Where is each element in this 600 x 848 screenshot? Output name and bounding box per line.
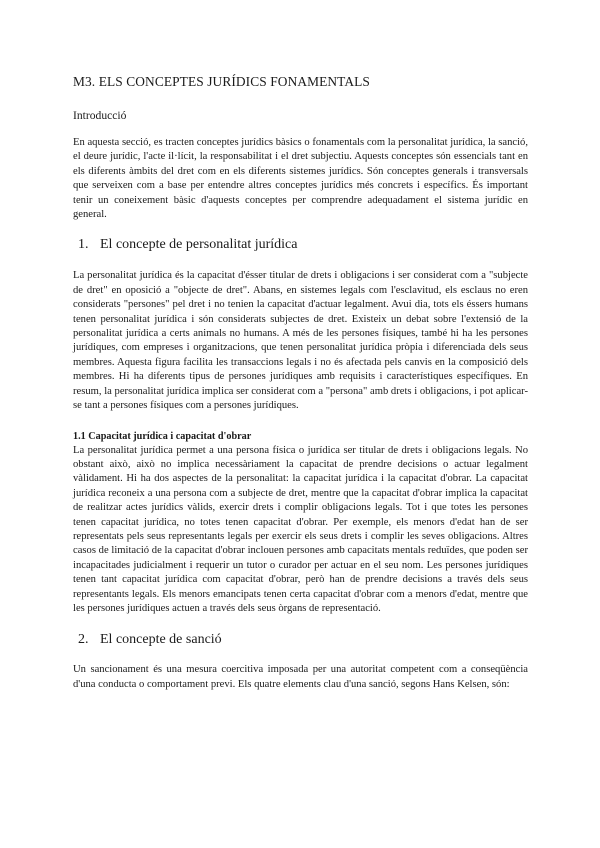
section-1-paragraph: La personalitat jurídica és la capacitat d'ésser titular de drets i obligacions i ser considerat com a "subjecte de dret" en oposició a "objecte de dret". Abans, en sistemes legals com l'esclavitud, els esclaus no eren considerats "persones" pel dret i no tenien la capacitat d'actuar legalment. Avui dia, tots els éssers humans tenen personalitat jurídica i són considerats subjectes de dret. Existeix un debat sobre l'extensió de la personalitat jurídica a certs animals no humans. A més de les persones físiques, també hi ha les persones jurídiques, com empreses i organitzacions, que tenen personalitat jurídica pròpia i diferenciada dels seus membres. Aquesta figura facilita les transaccions legals i no és afectada pels canvis en la composició dels membres. Hi ha diferents tipus de persones jurídiques amb requisits i característiques específiques. En resum, la personalitat jurídica implica ser considerat com a "persona" amb drets i obligacions, i pot aplicar-se tant a persones físiques com a persones jurídiques. [73,270,528,412]
intro-paragraph: En aquesta secció, es tracten conceptes jurídics bàsics o fonamentals com la personalitat jurídica, la sanció, el deure jurídic, l'acte il·lícit, la responsabilitat i el dret subjectiu. Aquests conceptes són essencials tant en els diferents àmbits del dret com en els diferents sistemes jurídics. Són conceptes generals i transversals que serveixen com a base per entendre altres conceptes jurídics més concrets i específics. És important tenir un coneixement bàsic d'aquests conceptes per comprendre adequadament el sistema jurídic en general. [73,137,528,221]
section-1-title: El concepte de personalitat jurídica [100,237,298,253]
document-title: M3. ELS CONCEPTES JURÍDICS FONAMENTALS [73,74,370,89]
section-2-number: 2. [78,632,89,648]
intro-heading-text: Introducció [73,109,127,122]
section-2-title: El concepte de sanció [100,632,222,648]
section-1-number: 1. [78,237,89,253]
section-1-heading [73,237,528,253]
subsection-1-1-paragraph: La personalitat jurídica permet a una persona física o jurídica ser titular de drets i obligacions legals. No obstant això, això no implica necessàriament la capacitat de prendre decisions o actuar legalment vàlidament. Hi ha dos aspectes de la personalitat: la capacitat jurídica i la capacitat d'obrar. La capacitat jurídica reconeix a una persona com a subjecte de dret, mentre que la capacitat d'obrar implica la capacitat de realitzar actes jurídics vàlids, exercir drets i complir obligacions legals. Tot i que totes les persones tenen capacitat jurídica, no totes tenen capacitat d'obrar. Per exemple, els menors d'edat han de ser representats pels seus representants legals per exercir els seus drets i complir les seves obligacions. Altres casos de limitació de la capacitat d'obrar inclouen persones amb capacitats mentals reduïdes, que poden ser incapacitades judicialment i requerir un tutor o curador per actuar en el seu nom. Les persones jurídiques tenen tant capacitat jurídica com capacitat d'obrar, però han de prendre decisions a través dels seus representants legals. Els menors emancipats tenen certa capacitat d'obrar com a menors d'edat, mentre que les persones jurídiques actuen a través dels seus òrgans de representació. [73,444,528,614]
section-2-heading [73,632,528,648]
intro-heading [73,109,528,122]
subsection-1-1-title: 1.1 Capacitat jurídica i capacitat d'obrar [73,430,252,442]
section-2-paragraph: Un sancionament és una mesura coercitiva imposada per una autoritat competent com a conseqüència d'una conducta o comportament previ. Els quatre elements clau d'una sanció, segons Hans Kelsen, són: [73,664,528,690]
